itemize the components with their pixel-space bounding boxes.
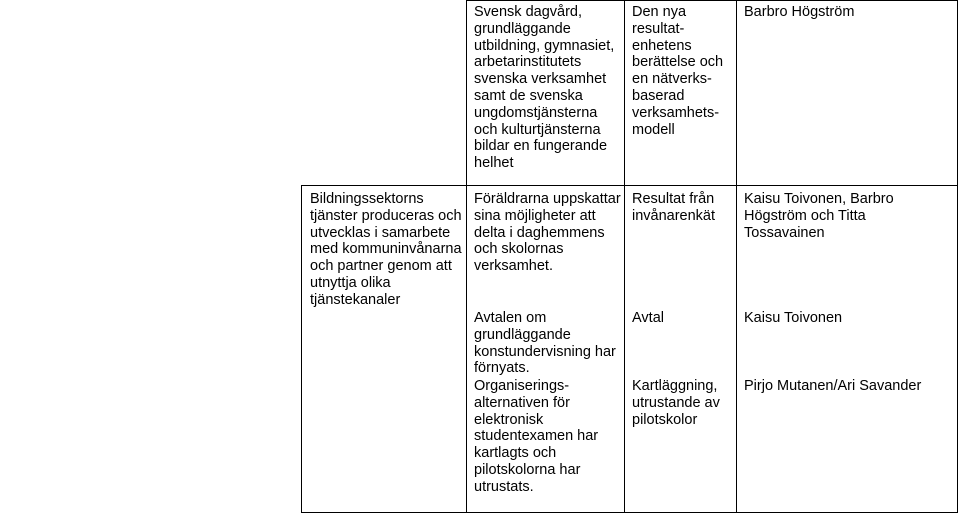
- table-border-bottom: [301, 512, 958, 513]
- cell-row1-col3: Resultat från invånarenkät: [632, 191, 716, 224]
- table-border-right: [957, 0, 958, 513]
- cell-row0-col4: Barbro Högström: [744, 4, 855, 20]
- table-border-col3-left: [624, 0, 625, 513]
- cell-row1-col4: Kaisu Toivonen, Barbro Högström och Titta Tossavainen: [744, 191, 894, 241]
- cell-row0-col2: Svensk dagvård, grundläggande utbildning, gymnasiet, arbetarinstitutets svenska verksamhet samt de svenska ungdomstjänsterna och kulturtjänsterna bildar en fungerande helhet: [474, 4, 615, 172]
- cell-row2-col2: Avtalen om grundläggande konstundervisning har förnyats.: [474, 310, 616, 377]
- table-border-top: [466, 0, 958, 1]
- table-border-left: [301, 185, 302, 513]
- cell-row3-col2: Organiserings- alternativen för elektronisk studentexamen har kartlagts och pilotskolorna har utrustats.: [474, 378, 599, 495]
- cell-row1-col2: Föräldrarna uppskattar sina möjligheter att delta i daghemmens och skolornas verksamhet.: [474, 191, 621, 275]
- table-border-col4-left: [736, 0, 737, 513]
- cell-row2-col4: Kaisu Toivonen: [744, 310, 843, 326]
- cell-row2-col3: Avtal: [632, 310, 664, 326]
- cell-row1-col1: Bildningssektorns tjänster produceras och utvecklas i samarbete med kommuninvånarna och partner genom att utnyttja olika tjänstekanaler: [310, 191, 462, 308]
- cell-row0-col3: Den nya resultat- enhetens berättelse och en nätverks- baserad verksamhets- modell: [632, 4, 724, 138]
- table-border-col2-left: [466, 0, 467, 513]
- table-border-row-divider: [301, 185, 958, 186]
- cell-row3-col4: Pirjo Mutanen/Ari Savander: [744, 378, 922, 394]
- cell-row3-col3: Kartläggning, utrustande av pilotskolor: [632, 378, 720, 428]
